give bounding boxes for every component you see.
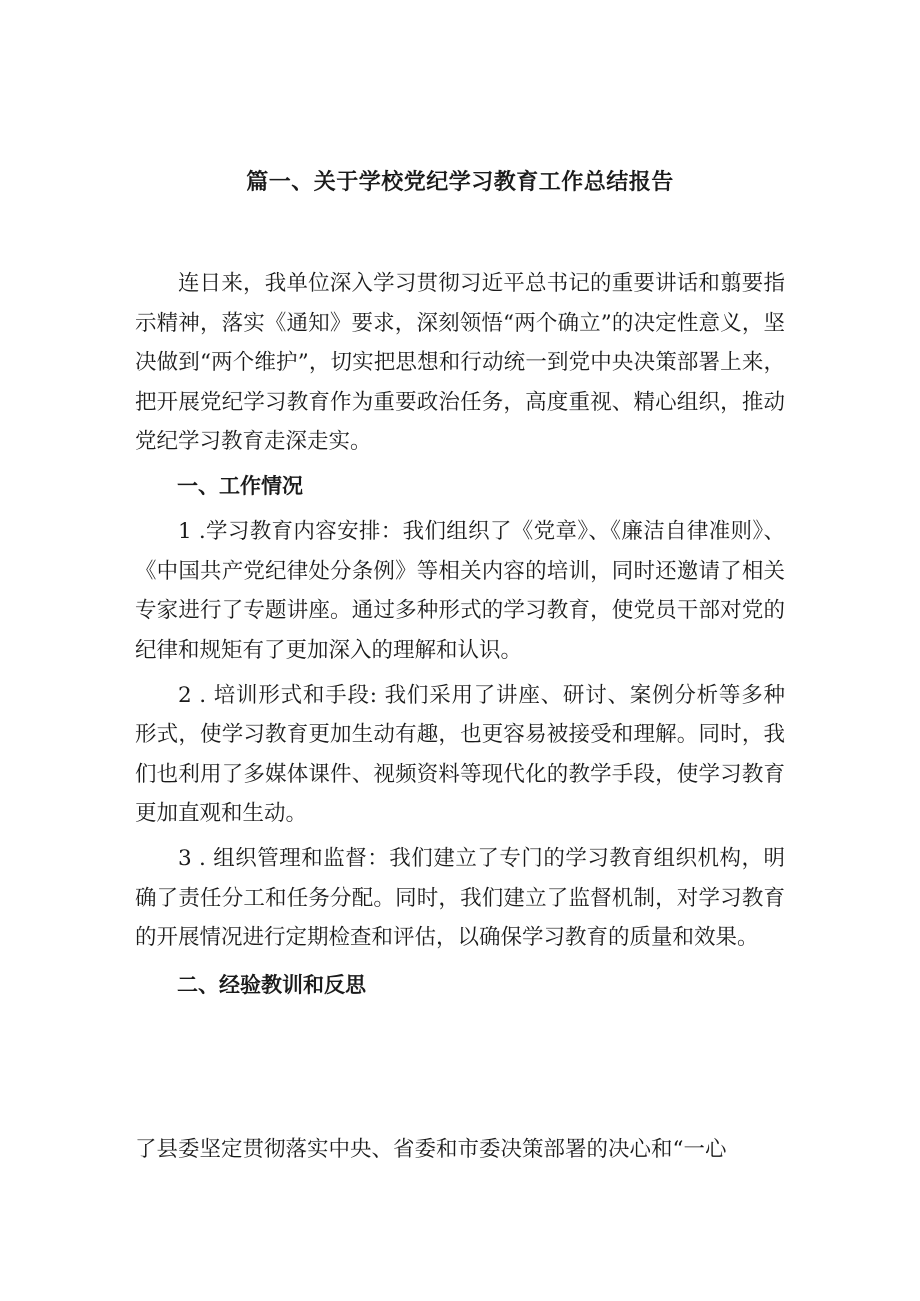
document-body [135,264,785,1011]
intro-paragraph: 连日来，我单位深入学习贯彻习近平总书记的重要讲话和翦要指示精神，落实《通知》要求，深刻领悟“两个确立”的决定性意义，坚决做到“两个维护”，切实把思想和行动统一到党中央决策部署上来，把开展党纪学习教育作为重要政治任务，高度重视、精心组织，推动党纪学习教育走深走实。 [135,271,785,454]
item-2-paragraph: 2 . 培训形式和手段: 我们采用了讲座、研讨、案例分析等多种形式，使学习教育更加生动有趣，也更容易被接受和理解。同时，我们也利用了多媒体课件、视频资料等现代化的教学手段，使学习教育更加直观和生动。 [135,682,785,826]
item-3-paragraph: 3 . 组织管理和监督：我们建立了专门的学习教育组织机构，明确了责任分工和任务分配。同时，我们建立了监督机制，对学习教育的开展情况进行定期检查和评估，以确保学习教育的质量和效果。 [135,846,785,950]
section-heading-lessons: 二、经验教训和反思 [177,972,366,997]
continuation-fragment: 了县委坚定贯彻落实中央、省委和市委决策部署的决心和“一心 [135,1137,727,1162]
item-1-paragraph: 1 .学习教育内容安排：我们组织了《党章》、《廉洁自律准则》、《中国共产党纪律处分条例》等相关内容的培训，同时还邀请了相关专家进行了专题讲座。通过多种形式的学习教育，使党员干部对党的纪律和规矩有了更加深入的理解和认识。 [135,519,785,663]
document-title: 篇一、关于学校党纪学习教育工作总结报告 [246,170,674,195]
section-heading-work-status: 一、工作情况 [177,474,303,498]
